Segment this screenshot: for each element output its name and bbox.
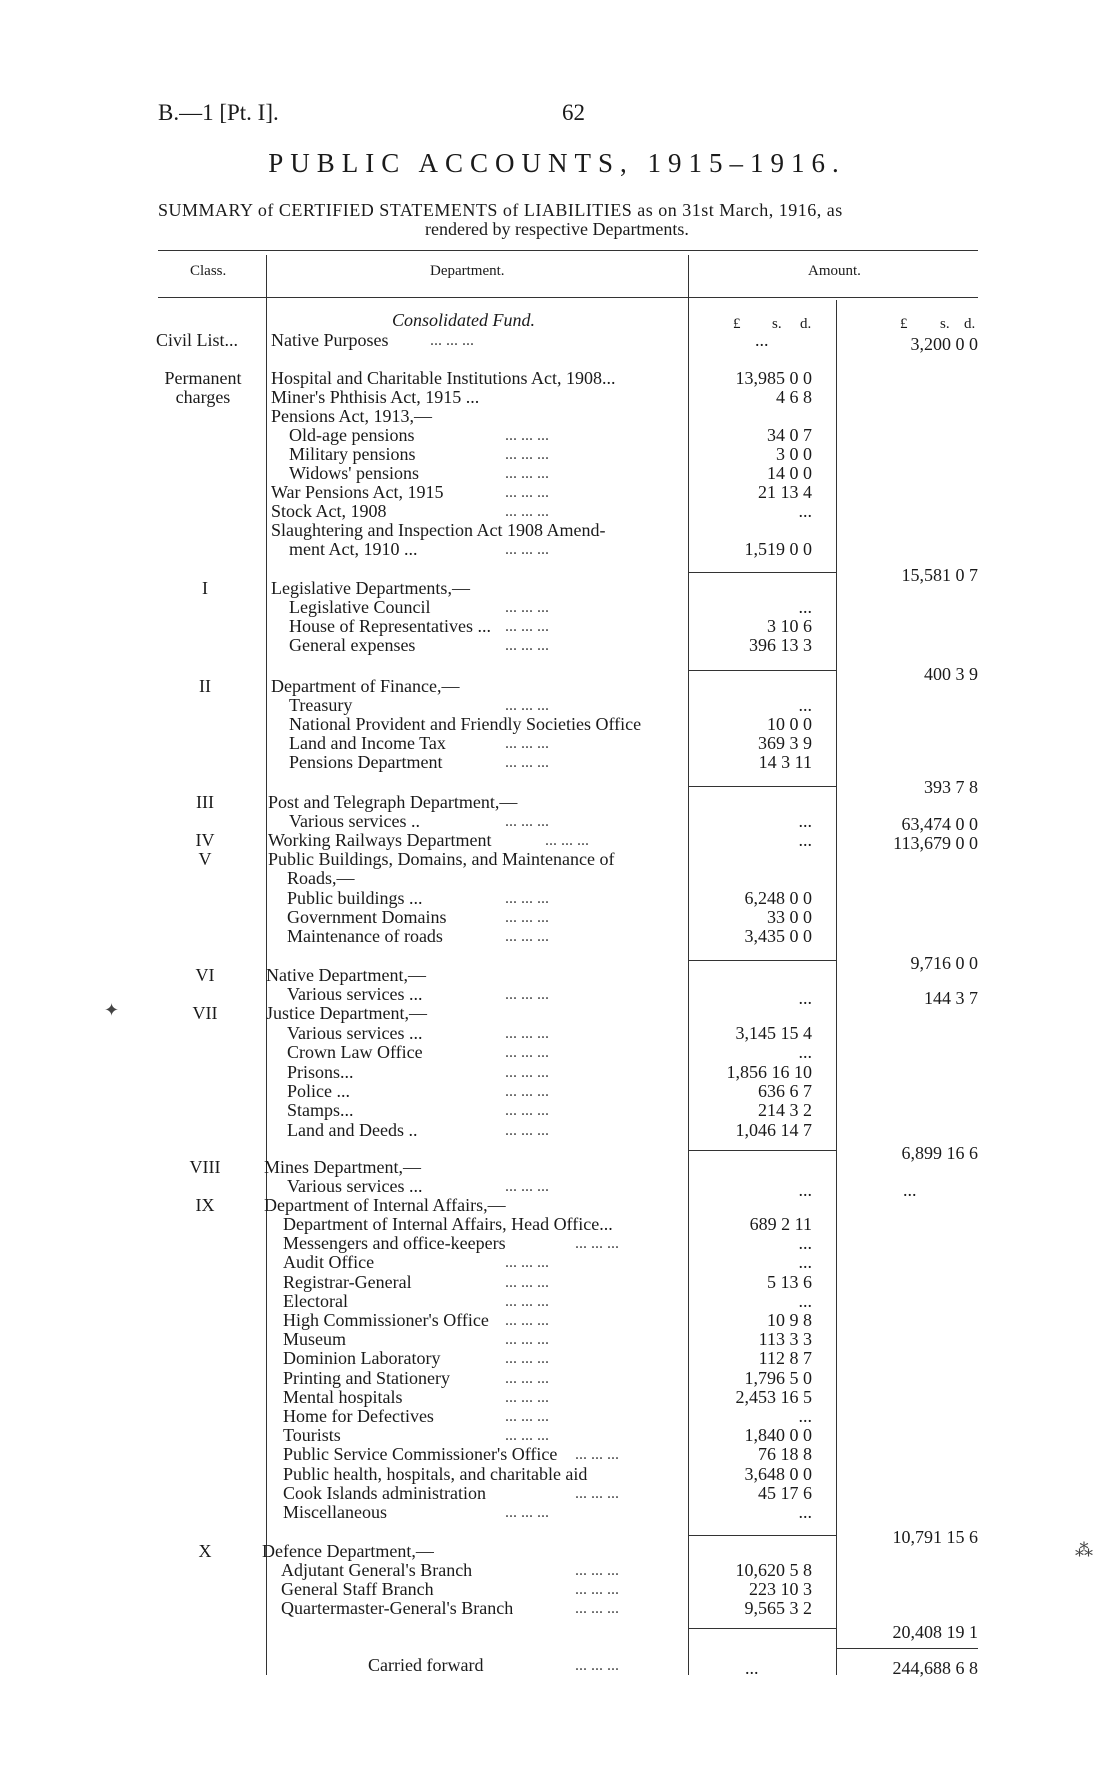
- internal-row-label: Public Service Commissioner's Office: [283, 1444, 558, 1465]
- justice-total: 6,899 16 6: [901, 1143, 978, 1163]
- perm-row-label: Stock Act, 1908: [271, 501, 387, 521]
- perm-row-label: ment Act, 1910 ...: [289, 539, 418, 559]
- internal-row-amount: ...: [798, 1252, 812, 1273]
- leader-dots: ... ... ...: [505, 1427, 549, 1445]
- department-internal-affairs: Department of Internal Affairs,—: [264, 1195, 506, 1215]
- mines-total: ...: [903, 1180, 917, 1200]
- subtitle-line-2: rendered by respective Departments.: [425, 219, 689, 239]
- unit-s-total: s.: [940, 316, 950, 332]
- internal-row-label: Electoral: [283, 1290, 348, 1311]
- internal-row-label: Printing and Stationery: [283, 1367, 450, 1388]
- native-amount: ...: [798, 988, 812, 1008]
- leader-dots: ... ... ...: [505, 1082, 549, 1100]
- internal-row-amount: 113 3 3: [758, 1329, 812, 1350]
- class-IX: IX: [195, 1195, 215, 1215]
- leader-dots: ... ... ...: [505, 1504, 549, 1521]
- internal-row-amount: ...: [798, 1502, 812, 1522]
- internal-row-label: Cook Islands administration: [283, 1482, 486, 1503]
- header-bottom-rule: [158, 297, 978, 298]
- perm-row-amount: ...: [798, 501, 812, 521]
- justice-row-label: Various services ...: [287, 1023, 423, 1043]
- justice-row-amount: 636 6 7: [758, 1080, 812, 1101]
- page-title: PUBLIC ACCOUNTS, 1915–1916.: [268, 148, 846, 178]
- class-permanent-1: Permanent: [164, 368, 242, 388]
- justice-row-amount: 3,145 15 4: [735, 1023, 812, 1043]
- leader-dots: ... ... ...: [505, 813, 549, 830]
- subtotal-rule: [688, 960, 836, 961]
- class-civil-list: Civil List...: [156, 330, 239, 350]
- leader-dots: ... ... ...: [505, 637, 549, 654]
- leader-dots: ... ... ...: [505, 427, 549, 444]
- internal-row-label: Public health, hospitals, and charitable aid: [283, 1463, 588, 1484]
- class-IV: IV: [195, 830, 215, 850]
- defence-row-label: Adjutant General's Branch: [281, 1560, 473, 1580]
- post-various-label: Various services ..: [289, 811, 420, 831]
- mines-amount: ...: [798, 1180, 812, 1200]
- unit-d-sub: d.: [800, 316, 812, 332]
- document-reference: B.—1 [Pt. I].: [158, 100, 279, 125]
- class-III: III: [196, 792, 214, 812]
- leader-dots: ... ... ...: [505, 541, 549, 558]
- internal-row-amount: 45 17 6: [758, 1482, 812, 1503]
- subtotal-rule: [688, 670, 836, 671]
- internal-row-amount: 689 2 11: [749, 1214, 812, 1234]
- subtotal-rule: [688, 1535, 836, 1536]
- unit-pound-total: £: [900, 316, 908, 332]
- permanent-total: 15,581 0 7: [901, 565, 978, 585]
- leader-dots: ... ... ...: [575, 1581, 619, 1598]
- finance-row-amount: 369 3 9: [758, 733, 812, 753]
- internal-row-amount: ...: [798, 1233, 812, 1254]
- finance-row-label: National Provident and Friendly Societies Office: [289, 714, 642, 734]
- class-I: I: [202, 578, 208, 598]
- subtotal-rule: [688, 786, 836, 787]
- subtotal-rule: [688, 1150, 836, 1151]
- leader-dots: ... ... ...: [575, 1484, 619, 1502]
- internal-row-label: Museum: [283, 1329, 346, 1350]
- legislative-row-amount: 3 10 6: [767, 616, 812, 636]
- carried-forward-amount: ...: [745, 1658, 759, 1678]
- perm-row-label: Military pensions: [289, 444, 416, 464]
- department-railways: Working Railways Department: [268, 830, 492, 850]
- native-various-label: Various services ...: [287, 984, 423, 1004]
- public-buildings-row-amount: 3,435 0 0: [744, 926, 812, 946]
- department-post-telegraph: Post and Telegraph Department,—: [268, 792, 518, 812]
- public-buildings-row-amount: 33 0 0: [767, 907, 812, 927]
- leader-dots: ... ... ...: [505, 1025, 549, 1042]
- perm-row-label: War Pensions Act, 1915: [271, 482, 444, 502]
- finance-row-label: Pensions Department: [289, 752, 443, 772]
- leader-dots: ... ... ...: [505, 1388, 549, 1406]
- leader-dots: ... ... ...: [505, 1044, 549, 1062]
- legislative-row-label: Legislative Council: [289, 597, 431, 617]
- table-top-rule: [158, 250, 978, 251]
- perm-row-label: Miner's Phthisis Act, 1915 ...: [271, 387, 480, 407]
- post-total: 63,474 0 0: [901, 814, 978, 834]
- finance-row-amount: 14 3 11: [758, 752, 812, 772]
- leader-dots: ... ... ...: [575, 1562, 619, 1579]
- leader-dots: ... ... ...: [505, 928, 549, 945]
- unit-s-sub: s.: [772, 316, 782, 332]
- perm-row-amount: 34 0 7: [767, 425, 812, 445]
- leader-dots: ... ... ...: [505, 986, 549, 1003]
- leader-dots: ... ... ...: [505, 1408, 549, 1425]
- department-public-buildings-1: Public Buildings, Domains, and Maintenance of: [268, 849, 615, 869]
- total-rule: [836, 1648, 978, 1649]
- finance-row-label: Land and Income Tax: [289, 733, 446, 753]
- public-buildings-total: 9,716 0 0: [910, 953, 978, 973]
- leader-dots: ... ... ...: [505, 1063, 549, 1081]
- perm-row-label: Slaughtering and Inspection Act 1908 Amend-: [271, 520, 606, 540]
- justice-row-label: Prisons...: [287, 1061, 354, 1082]
- department-column-header: Department.: [430, 263, 505, 279]
- leader-dots: ... ... ...: [505, 503, 549, 520]
- class-V: V: [198, 849, 212, 869]
- leader-dots: ... ... ...: [505, 618, 549, 635]
- department-native: Native Department,—: [266, 965, 426, 985]
- margin-mark: ✦: [104, 1000, 120, 1020]
- internal-row-amount: 112 8 7: [758, 1348, 812, 1369]
- department-finance: Department of Finance,—: [271, 676, 460, 696]
- defence-row-amount: 9,565 3 2: [744, 1598, 812, 1618]
- class-VIII: VIII: [189, 1157, 221, 1177]
- department-public-buildings-2: Roads,—: [287, 868, 355, 888]
- legislative-total: 400 3 9: [924, 664, 978, 684]
- department-justice: Justice Department,—: [266, 1003, 427, 1023]
- class-VI: VI: [195, 965, 215, 985]
- internal-row-amount: 3,648 0 0: [744, 1463, 812, 1484]
- leader-dots: ... ... ...: [505, 1254, 549, 1272]
- legislative-row-label: General expenses: [289, 635, 416, 655]
- class-column-header: Class.: [190, 263, 227, 279]
- leader-dots: ... ... ...: [505, 446, 549, 463]
- leader-dots: ... ... ...: [505, 890, 549, 907]
- leader-dots: ... ... ...: [505, 697, 549, 714]
- internal-row-amount: 5 13 6: [767, 1271, 812, 1292]
- railways-total: 113,679 0 0: [893, 833, 978, 853]
- subamount-column-divider: [836, 300, 837, 1675]
- internal-row-amount: 1,840 0 0: [744, 1425, 812, 1446]
- internal-row-label: Registrar-General: [283, 1271, 412, 1292]
- justice-row-amount: ...: [798, 1042, 812, 1063]
- leader-dots: ... ... ...: [505, 1369, 549, 1387]
- perm-row-label: Pensions Act, 1913,—: [271, 406, 433, 426]
- justice-row-label: Land and Deeds ..: [287, 1119, 418, 1140]
- perm-row-amount: 13,985 0 0: [735, 368, 812, 388]
- internal-row-label: Messengers and office-keepers: [283, 1233, 506, 1254]
- leader-dots: ... ... ...: [505, 1178, 549, 1195]
- leader-dots: ... ... ...: [575, 1657, 619, 1674]
- department-mines: Mines Department,—: [264, 1157, 421, 1177]
- leader-dots: ... ... ...: [505, 1121, 549, 1139]
- public-buildings-row-label: Government Domains: [287, 907, 447, 927]
- internal-row-amount: 1,796 5 0: [744, 1367, 812, 1388]
- defence-row-label: Quartermaster-General's Branch: [281, 1598, 514, 1618]
- subtotal-rule: [688, 572, 836, 573]
- perm-row-label: Old-age pensions: [289, 425, 415, 445]
- perm-row-amount: 14 0 0: [767, 463, 812, 483]
- margin-mark-right: ⁂: [1075, 1540, 1093, 1560]
- defence-total: 20,408 19 1: [892, 1622, 978, 1642]
- native-total: 144 3 7: [924, 988, 978, 1008]
- internal-row-amount: 10 9 8: [767, 1310, 812, 1330]
- leader-dots: ... ... ...: [575, 1235, 619, 1253]
- justice-row-label: Crown Law Office: [287, 1042, 423, 1063]
- justice-row-amount: 214 3 2: [758, 1100, 812, 1121]
- legislative-row-amount: ...: [798, 597, 812, 617]
- perm-row-amount: 1,519 0 0: [744, 539, 812, 559]
- unit-d-total: d.: [964, 316, 976, 332]
- department-column-divider: [688, 255, 689, 1675]
- justice-row-amount: 1,856 16 10: [726, 1061, 812, 1082]
- internal-row-amount: ...: [798, 1290, 812, 1311]
- defence-row-amount: 10,620 5 8: [735, 1560, 812, 1580]
- leader-dots: ... ... ...: [545, 832, 589, 849]
- perm-row-amount: 3 0 0: [776, 444, 812, 464]
- internal-row-label: Home for Defectives: [283, 1406, 434, 1426]
- perm-row-label: Widows' pensions: [289, 463, 420, 483]
- leader-dots: ... ... ...: [505, 1273, 549, 1291]
- finance-row-label: Treasury: [289, 695, 353, 715]
- class-II: II: [199, 676, 211, 696]
- internal-row-label: High Commissioner's Office: [283, 1310, 489, 1330]
- perm-row-amount: 4 6 8: [776, 387, 812, 407]
- carried-forward-label: Carried forward: [368, 1655, 484, 1675]
- legislative-row-label: House of Representatives ...: [289, 616, 491, 636]
- defence-row-amount: 223 10 3: [749, 1579, 812, 1599]
- leader-dots: ... ... ...: [505, 1331, 549, 1349]
- department-defence: Defence Department,—: [262, 1541, 434, 1561]
- leader-dots: ... ... ...: [505, 909, 549, 926]
- finance-row-amount: 10 0 0: [767, 714, 812, 734]
- native-purposes-amount: ...: [755, 330, 769, 350]
- section-consolidated-fund: Consolidated Fund.: [392, 310, 535, 330]
- class-permanent-2: charges: [175, 387, 231, 407]
- class-X: X: [198, 1541, 212, 1561]
- internal-row-amount: 2,453 16 5: [735, 1386, 812, 1407]
- leader-dots: ... ... ...: [505, 1102, 549, 1120]
- leader-dots: ... ... ...: [505, 484, 549, 501]
- unit-pound-sub: £: [733, 316, 741, 332]
- internal-row-amount: ...: [798, 1406, 812, 1426]
- class-VII: VII: [192, 1003, 218, 1023]
- internal-row-label: Mental hospitals: [283, 1386, 403, 1407]
- post-amount: ...: [798, 811, 812, 831]
- leader-dots: ... ... ...: [505, 754, 549, 771]
- finance-row-amount: ...: [798, 695, 812, 715]
- leader-dots: ... ... ...: [505, 735, 549, 752]
- subtotal-rule: [688, 1628, 836, 1629]
- internal-row-label: Department of Internal Affairs, Head Office...: [283, 1214, 613, 1234]
- leader-dots: ... ... ...: [505, 1350, 549, 1368]
- internal-row-label: Tourists: [283, 1425, 341, 1446]
- carried-forward-total: 244,688 6 8: [892, 1658, 978, 1678]
- internal-total: 10,791 15 6: [892, 1527, 978, 1547]
- internal-row-label: Audit Office: [283, 1252, 375, 1273]
- page-number: 62: [562, 100, 585, 125]
- perm-row-label: Hospital and Charitable Institutions Act, 1908...: [271, 368, 616, 388]
- leader-dots: ... ... ...: [575, 1600, 619, 1617]
- justice-row-label: Police ...: [287, 1080, 350, 1101]
- subtitle-line-1: SUMMARY of CERTIFIED STATEMENTS of LIABILITIES as on 31st March, 1916, as: [158, 200, 843, 220]
- finance-total: 393 7 8: [924, 777, 978, 797]
- leader-dots: ... ... ...: [505, 1292, 549, 1310]
- justice-row-amount: 1,046 14 7: [735, 1119, 812, 1140]
- railways-amount: ...: [798, 830, 812, 850]
- leader-dots: ... ... ...: [505, 599, 549, 616]
- justice-row-label: Stamps...: [287, 1100, 354, 1121]
- leader-dots: ... ... ...: [430, 332, 474, 349]
- civil-list-total: 3,200 0 0: [910, 334, 978, 354]
- legislative-row-amount: 396 13 3: [749, 635, 812, 655]
- leader-dots: ... ... ...: [505, 1312, 549, 1329]
- department-native-purposes: Native Purposes: [271, 330, 389, 350]
- public-buildings-row-label: Maintenance of roads: [287, 926, 443, 946]
- leader-dots: ... ... ...: [505, 465, 549, 482]
- defence-row-label: General Staff Branch: [281, 1579, 434, 1599]
- department-legislative: Legislative Departments,—: [271, 578, 470, 598]
- internal-row-label: Dominion Laboratory: [283, 1348, 441, 1369]
- perm-row-amount: 21 13 4: [758, 482, 812, 502]
- public-buildings-row-amount: 6,248 0 0: [744, 888, 812, 908]
- public-buildings-row-label: Public buildings ...: [287, 888, 423, 908]
- amount-column-header: Amount.: [808, 263, 861, 279]
- internal-row-amount: 76 18 8: [758, 1444, 812, 1465]
- internal-row-label: Miscellaneous: [283, 1502, 387, 1522]
- mines-various-label: Various services ...: [287, 1176, 423, 1196]
- leader-dots: ... ... ...: [575, 1446, 619, 1464]
